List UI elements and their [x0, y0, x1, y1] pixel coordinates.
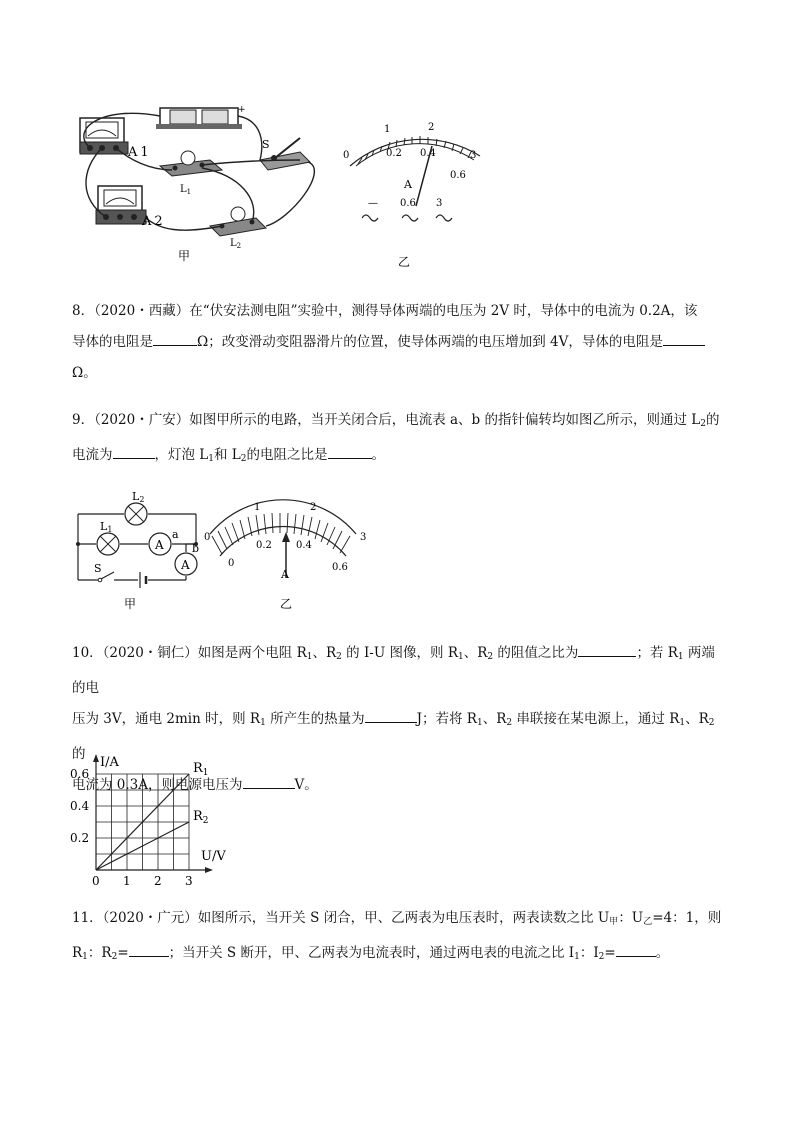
fig2-meter-tick-0: 0 [204, 532, 211, 543]
q8-line-3: Ω。 [72, 365, 97, 381]
fig2-bulb-l2 [125, 503, 147, 525]
q11-line-1: 11．（2020・广元）如图所示，当开关 S 闭合，甲、乙两表为电压表时，两表读数之比 $U_甲$：$U_乙=4$：1，则 [72, 910, 722, 927]
q8-blank-2[interactable] [663, 331, 705, 346]
fig1-meter-tick-2: 2 [428, 122, 435, 133]
fig2-meter-inner-0: 0 [228, 558, 235, 569]
fig1-terminal-06: 0.6 [400, 198, 416, 209]
q9-line-1: 9．（2020・广安）如图甲所示的电路，当开关闭合后，电流表 a、b 的指针偏转均如图乙所示，则通过 $L_2$的 [72, 412, 720, 429]
fig1-label-a1: A 1 [128, 145, 149, 160]
q10-blank-2[interactable] [365, 708, 417, 723]
fig1-label-plus: + [238, 105, 246, 115]
question-11 [72, 903, 722, 973]
q8-blank-1[interactable] [153, 331, 197, 346]
fig1-label-l1: $L_1$ [180, 184, 192, 196]
q10-blank-3[interactable] [243, 774, 295, 789]
y-tick-label: 0.4 [70, 799, 90, 813]
fig2-label-s: S [94, 562, 102, 575]
q10-line-2: 压为 3V，通电 2min 时，则 $R_1$ 所产生的热量为 J；若将 $R_1$、$R_2$ 串联接在某电源上，通过 $R_1$、$R_2$ 的 [72, 704, 722, 770]
y-tick-label: 0.6 [70, 767, 90, 781]
x-axis-label: U/V [201, 849, 226, 864]
fig2-meter-inner-04: 0.4 [296, 540, 312, 551]
fig1-label-s: S [262, 138, 270, 151]
fig2-ammeter-a-label: A [155, 538, 164, 552]
fig2-meter-tick-3: 3 [360, 532, 367, 543]
fig1-meter-tick-0: 0 [343, 150, 350, 161]
fig1-meter-tick-3: 3 [470, 150, 477, 161]
q11-blank-1[interactable] [129, 942, 169, 957]
q11-line-2: $R_1$：$R_2=$ ；当开关 S 断开，甲、乙两表为电流表时，通过两电表的电流之比 $I_1$：$I_2=$ 。 [72, 938, 722, 973]
figure-1-circuit-photo [60, 100, 490, 280]
fig1-meter-inner-04: 0.4 [420, 148, 436, 159]
q9-blank-2[interactable] [328, 444, 372, 459]
fig2-label-b: b [192, 542, 200, 555]
fig1-label-a2: A 2 [142, 214, 163, 229]
fig2-meter-tick-1: 1 [254, 502, 261, 513]
q11-blank-2[interactable] [616, 942, 656, 957]
x-tick-label: 3 [185, 874, 193, 888]
fig2-label-l1: L1 [100, 520, 113, 534]
fig1-terminal-minus: — [368, 198, 378, 209]
fig1-meter-tick-1: 1 [384, 124, 391, 135]
fig2-caption-left: 甲 [124, 597, 137, 611]
series-label-r1: $R_1$ [193, 761, 209, 778]
x-tick-label: 1 [123, 874, 131, 888]
q8-line-2: 导体的电阻是 Ω；改变滑动变阻器滑片的位置，使导体两端的电压增加到 4V，导体的电阻是 [72, 327, 722, 358]
fig1-caption-left: 甲 [178, 249, 191, 263]
y-axis-arrow [93, 754, 99, 762]
question-8 [72, 296, 722, 389]
fig1-terminal-3: 3 [436, 198, 443, 209]
fig1-terminal-knobs [362, 215, 452, 221]
q8-line-1: 8．（2020・西藏）在“伏安法测电阻”实验中，测得导体两端的电压为 2V 时，导体中的电流为 0.2A，该 [72, 303, 698, 319]
x-axis-arrow [205, 867, 213, 873]
q10-line-3: 电流为 0.3A，则电源电压为 V。 [72, 770, 722, 801]
y-axis-label: I/A [100, 755, 119, 770]
q9-line-2: 电流为 ，灯泡 $L_1$和 $L_2$的电阻之比是 。 [72, 440, 722, 475]
fig2-ammeter-b-label: A [181, 558, 190, 572]
fig1-label-l2: $L_2$ [230, 238, 242, 250]
fig2-meter-inner-06: 0.6 [332, 562, 348, 573]
battery-drawing [156, 108, 242, 129]
fig1-meter-inner-06: 0.6 [450, 170, 466, 181]
fig2-meter-tick-2: 2 [310, 502, 317, 513]
ammeter-a2-drawing [96, 186, 146, 224]
bulb-l2-drawing [210, 207, 266, 236]
q10-blank-1[interactable] [578, 642, 636, 657]
question-9 [72, 405, 722, 475]
fig1-meter-inner-02: 0.2 [386, 148, 402, 159]
x-tick-label: 0 [92, 874, 100, 888]
fig2-meter-unit: A [281, 568, 289, 581]
fig2-label-l2: L2 [132, 490, 145, 504]
fig2-meter-inner-02: 0.2 [256, 540, 272, 551]
fig1-meter-unit: A [404, 178, 412, 191]
fig2-bulb-l1 [97, 533, 119, 555]
x-tick-label: 2 [154, 874, 162, 888]
q10-line-1: 10．（2020・铜仁）如图是两个电阻 $R_1$、$R_2$ 的 I-U 图像，则 $R_1$、$R_2$ 的阻值之比为 ；若 $R_1$ 两端的电 [72, 638, 722, 704]
y-tick-label: 0.2 [70, 831, 90, 845]
ammeter-a1-drawing [80, 118, 128, 154]
fig2-label-a: a [172, 528, 179, 541]
fig1-caption-right: 乙 [398, 255, 411, 269]
figure-2-circuit [70, 486, 380, 616]
q9-blank-1[interactable] [113, 444, 155, 459]
series-label-r2: $R_2$ [193, 809, 209, 826]
iu-chart [66, 740, 236, 890]
fig2-battery [140, 572, 146, 588]
fig2-caption-right: 乙 [280, 597, 293, 611]
